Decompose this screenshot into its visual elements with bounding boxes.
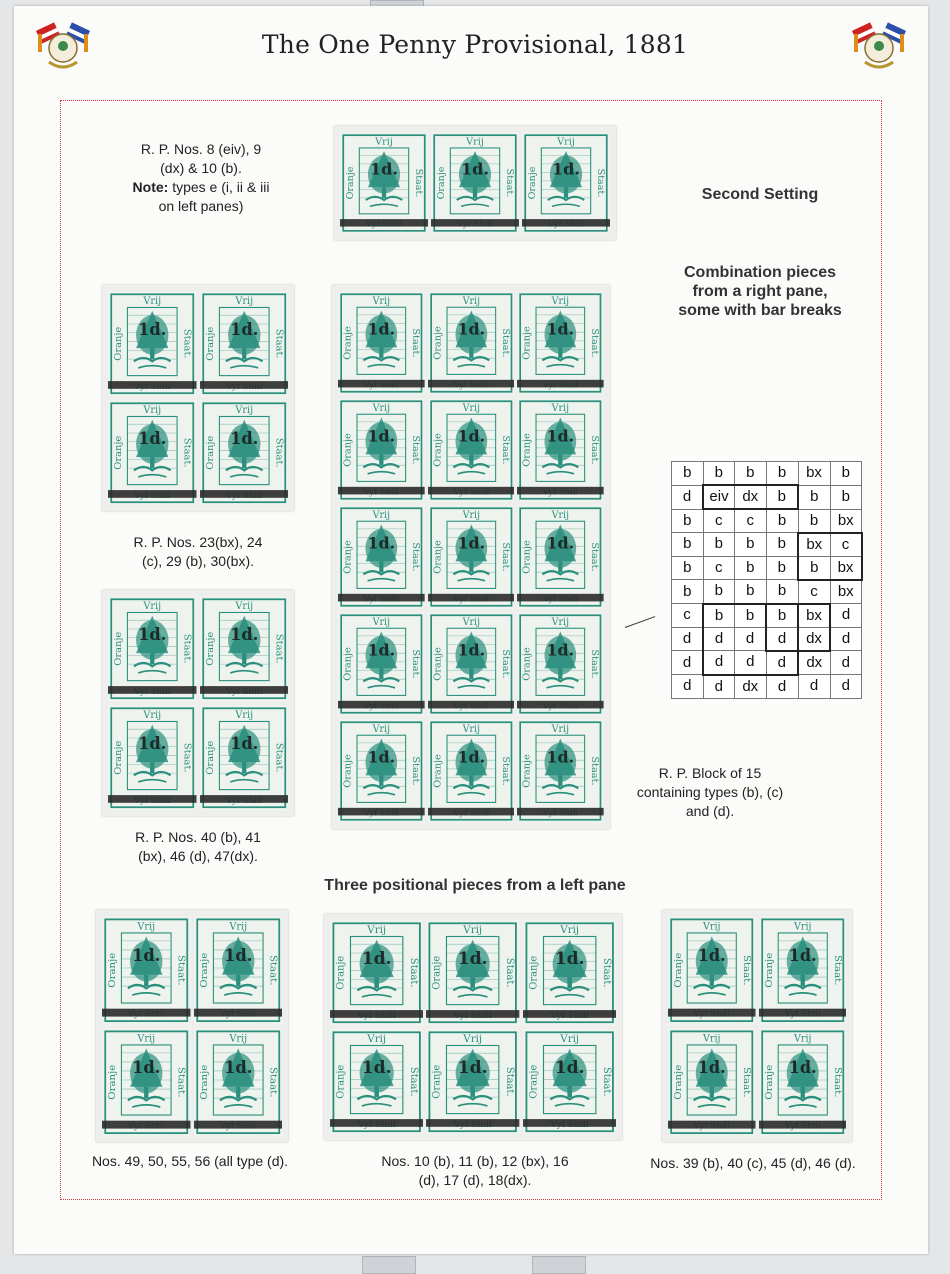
stamp-right-text: Staat. xyxy=(740,955,752,986)
type-grid-cell: b xyxy=(672,533,704,557)
type-grid-cell: b xyxy=(672,462,704,486)
stamp-top-text: Vrij xyxy=(367,925,387,937)
type-grid-row xyxy=(672,533,862,557)
type-grid-cell: d xyxy=(830,675,862,699)
stamp-surcharge-text: 1d. xyxy=(367,426,396,446)
stamp-one-penny xyxy=(759,1028,847,1137)
stamp-one-penny xyxy=(428,398,515,502)
stamp-top-text: Vrij xyxy=(462,402,480,415)
type-grid-cell: b xyxy=(735,533,767,557)
stamp-top-text: Vrij xyxy=(462,295,480,308)
stamp-one-penny xyxy=(428,612,515,716)
stamp-top-text: Vrij xyxy=(372,295,391,308)
stamp-left-text: Oranje xyxy=(432,326,444,360)
type-grid-row xyxy=(672,462,862,486)
type-grid-row xyxy=(672,627,862,651)
stamp-one-penny xyxy=(668,916,756,1025)
stamp-one-penny xyxy=(108,705,197,811)
stamp-surcharge-text: 1d. xyxy=(132,944,161,966)
stamp-left-text: Oranje xyxy=(432,433,444,467)
stamp-top-text: Vrij xyxy=(462,616,480,629)
stamp-surcharge-text: 1d. xyxy=(229,319,258,339)
stamp-left-text: Oranje xyxy=(522,326,533,360)
stamp-right-text: Staat. xyxy=(407,1066,419,1097)
type-grid-cell: b xyxy=(766,604,798,628)
caption-block-fifteen: R. P. Block of 15 containing types (b), (c) and (d). xyxy=(636,765,784,819)
stamp-surcharge-text: 1d. xyxy=(361,948,392,968)
stamp-top-text: Vrij xyxy=(137,1032,156,1045)
stamp-surcharge-text: 1d. xyxy=(223,1056,252,1077)
type-grid-cell: b xyxy=(766,462,798,486)
stamp-one-penny xyxy=(426,920,519,1026)
stamp-surcharge-text: 1d. xyxy=(223,944,252,966)
stamp-left-text: Oranje xyxy=(522,754,533,788)
stamp-top-text: Vrij xyxy=(228,921,247,933)
type-grid-cell: eiv xyxy=(703,485,735,509)
stamp-one-penny xyxy=(523,1029,616,1135)
stamp-top-text: Vrij xyxy=(137,921,156,933)
heading-second-setting: Second Setting xyxy=(701,186,819,203)
stamp-top-text: Vrij xyxy=(234,404,253,416)
stamp-left-text: Oranje xyxy=(198,952,210,988)
stamp-top-text: Vrij xyxy=(559,925,579,937)
stamp-left-text: Oranje xyxy=(107,952,118,988)
type-grid-cell: d xyxy=(735,651,767,675)
stamp-left-text: Oranje xyxy=(528,1064,540,1099)
stamp-one-penny xyxy=(338,505,425,609)
stamp-top-text: Vrij xyxy=(551,723,570,736)
stamp-left-text: Oranje xyxy=(432,754,444,788)
type-grid-cell: b xyxy=(735,462,767,486)
stamp-one-penny xyxy=(338,719,425,823)
stamp-surcharge-text: 1d. xyxy=(229,733,258,753)
stamp-left-text: Oranje xyxy=(763,1064,775,1100)
stamp-right-text: Staat. xyxy=(410,542,421,572)
stamp-left-text: Oranje xyxy=(528,955,540,990)
stamp-one-penny xyxy=(426,1029,519,1135)
type-grid-cell: d xyxy=(830,651,862,675)
stamp-one-penny xyxy=(517,719,604,823)
caption-bottom-left: Nos. 49, 50, 55, 56 (all type (d). xyxy=(91,1153,289,1169)
stamp-right-text: Staat. xyxy=(589,649,601,679)
stamp-surcharge-text: 1d. xyxy=(132,1056,161,1077)
stamp-surcharge-text: 1d. xyxy=(369,159,399,179)
type-grid-cell: b xyxy=(735,556,767,580)
stamp-surcharge-text: 1d. xyxy=(458,1056,488,1077)
type-grid-row xyxy=(672,509,862,533)
stamp-top-text: Vrij xyxy=(143,709,162,721)
stamp-surcharge-text: 1d. xyxy=(458,948,488,968)
type-grid-cell: c xyxy=(798,580,830,604)
stamp-right-text: Staat. xyxy=(181,328,193,359)
stamp-left-text: Oranje xyxy=(431,1064,444,1099)
stamp-one-penny xyxy=(338,612,425,716)
stamp-surcharge-text: 1d. xyxy=(457,533,485,553)
type-grid-row xyxy=(672,604,862,628)
type-grid-row xyxy=(672,651,862,675)
stamp-surcharge-text: 1d. xyxy=(554,1056,585,1077)
stamp-surcharge-text: 1d. xyxy=(457,747,485,767)
type-grid-cell: b xyxy=(798,556,830,580)
stamp-surcharge-text: 1d. xyxy=(697,945,726,966)
caption-block-four-lower: R. P. Nos. 40 (b), 41 (bx), 46 (d), 47(dx). xyxy=(135,829,261,864)
stamp-surcharge-text: 1d. xyxy=(788,1057,817,1077)
type-grid-cell: b xyxy=(798,485,830,509)
stamp-right-text: Staat. xyxy=(600,957,612,988)
type-grid-cell: d xyxy=(672,627,704,651)
stamp-right-text: Staat. xyxy=(273,742,285,773)
stamp-left-text: Oranje xyxy=(335,955,347,990)
type-grid-cell: b xyxy=(766,580,798,604)
stamp-right-text: Staat. xyxy=(410,435,421,465)
type-grid-cell: d xyxy=(703,651,735,675)
stamp-left-text: Oranje xyxy=(342,647,354,681)
stamp-surcharge-text: 1d. xyxy=(367,747,396,767)
type-grid-cell: bx xyxy=(798,533,830,557)
type-grid-cell: c xyxy=(672,604,704,628)
stamp-top-text: Vrij xyxy=(143,296,162,308)
type-grid-cell: d xyxy=(830,604,862,628)
stamp-one-penny xyxy=(200,705,289,811)
stamp-left-text: Oranje xyxy=(342,540,354,574)
type-grid-cell: b xyxy=(672,509,704,533)
stamp-one-penny xyxy=(428,719,515,823)
type-grid-cell: b xyxy=(703,462,735,486)
stamp-surcharge-text: 1d. xyxy=(788,945,817,966)
stamp-surcharge-text: 1d. xyxy=(367,319,396,339)
stamp-right-text: Staat. xyxy=(595,168,607,198)
stamp-right-text: Staat. xyxy=(499,649,511,679)
stamp-one-penny xyxy=(108,400,197,506)
flag-crest-icon-right xyxy=(850,18,908,78)
type-grid-cell: dx xyxy=(735,675,767,699)
stamp-top-text: Vrij xyxy=(462,509,480,522)
stamp-surcharge-text: 1d. xyxy=(138,428,167,448)
stamp-left-text: Oranje xyxy=(342,754,354,788)
type-grid-cell: b xyxy=(766,533,798,557)
stamp-right-text: Staat. xyxy=(273,437,285,468)
stamp-surcharge-text: 1d. xyxy=(229,624,258,644)
stamp-one-penny xyxy=(330,1029,423,1135)
block-of-four-bottom-left xyxy=(96,910,288,1142)
stamp-left-text: Oranje xyxy=(344,166,356,200)
stamp-right-text: Staat. xyxy=(273,328,285,359)
stamp-one-penny xyxy=(338,398,425,502)
stamp-left-text: Oranje xyxy=(204,435,216,470)
stamp-top-text: Vrij xyxy=(463,925,483,937)
type-grid-cell: d xyxy=(735,627,767,651)
type-grid-cell: b xyxy=(766,556,798,580)
stamp-top-text: Vrij xyxy=(234,296,253,308)
stamp-one-penny xyxy=(200,291,289,397)
type-grid-cell: d xyxy=(798,675,830,699)
stamp-one-penny xyxy=(108,596,197,702)
type-grid-cell: bx xyxy=(798,604,830,628)
type-grid-row xyxy=(672,556,862,580)
stamp-right-text: Staat. xyxy=(589,756,601,786)
stamp-right-text: Staat. xyxy=(499,756,511,786)
stamp-right-text: Staat. xyxy=(589,435,601,465)
setting-type-grid xyxy=(671,461,863,699)
stamp-right-text: Staat. xyxy=(267,955,278,986)
stamp-top-text: Vrij xyxy=(372,723,391,736)
type-grid-cell: b xyxy=(672,556,704,580)
stamp-left-text: Oranje xyxy=(431,955,444,990)
type-grid-cell: b xyxy=(830,462,862,486)
type-grid-cell: bx xyxy=(830,556,862,580)
stamp-left-text: Oranje xyxy=(113,326,124,361)
stamp-left-text: Oranje xyxy=(673,1064,684,1100)
stamp-left-text: Oranje xyxy=(526,166,538,200)
stamp-top-text: Vrij xyxy=(375,136,393,148)
type-grid-cell: d xyxy=(830,627,862,651)
stamp-one-penny xyxy=(522,132,610,234)
stamp-right-text: Staat. xyxy=(175,955,187,986)
stamp-one-penny xyxy=(200,596,289,702)
stamp-surcharge-text: 1d. xyxy=(546,319,575,339)
stamp-top-text: Vrij xyxy=(143,404,162,416)
caption-bottom-right: Nos. 39 (b), 40 (c), 45 (d), 46 (d). xyxy=(650,1155,856,1171)
stamp-one-penny xyxy=(340,132,428,234)
stamp-left-text: Oranje xyxy=(432,647,444,681)
stamp-surcharge-text: 1d. xyxy=(554,948,585,968)
block-of-fifteen xyxy=(332,285,610,829)
stamp-right-text: Staat. xyxy=(589,542,601,572)
type-grid-row xyxy=(672,675,862,699)
stamp-one-penny xyxy=(330,920,423,1026)
stamp-one-penny xyxy=(102,916,191,1025)
stamp-surcharge-text: 1d. xyxy=(367,640,396,660)
stamp-right-text: Staat. xyxy=(410,328,421,358)
type-grid-cell: b xyxy=(703,604,735,628)
stamp-top-text: Vrij xyxy=(228,1032,247,1045)
stamp-left-text: Oranje xyxy=(522,540,533,574)
stamp-one-penny xyxy=(108,291,197,397)
stamp-one-penny xyxy=(200,400,289,506)
stamp-surcharge-text: 1d. xyxy=(546,747,575,767)
type-grid-cell: bx xyxy=(798,462,830,486)
type-grid-cell: c xyxy=(703,556,735,580)
block-of-four-upper xyxy=(102,285,294,511)
stamp-surcharge-text: 1d. xyxy=(551,159,581,179)
caption-bottom-middle: Nos. 10 (b), 11 (b), 12 (bx), 16 (d), 17 (d), 18(dx). xyxy=(381,1153,569,1188)
stamp-one-penny xyxy=(517,398,604,502)
stamp-top-text: Vrij xyxy=(551,295,570,308)
stamp-right-text: Staat. xyxy=(267,1066,278,1097)
stamp-top-text: Vrij xyxy=(372,402,391,415)
block-of-four-lower xyxy=(102,590,294,816)
stamp-one-penny xyxy=(431,132,519,234)
stamp-surcharge-text: 1d. xyxy=(457,319,485,339)
caption-top-left: R. P. Nos. 8 (eiv), 9 (dx) & 10 (b). Note: types e (i, ii & iii on left panes) xyxy=(132,141,270,214)
stamp-one-penny xyxy=(517,612,604,716)
stamp-top-text: Vrij xyxy=(551,616,570,629)
stamp-left-text: Oranje xyxy=(763,952,775,988)
stamp-left-text: Oranje xyxy=(113,435,124,470)
stamp-right-text: Staat. xyxy=(181,633,193,664)
type-grid-cell: b xyxy=(735,604,767,628)
stamp-right-text: Staat. xyxy=(831,1066,843,1097)
stamp-one-penny xyxy=(523,920,616,1026)
type-grid-cell: dx xyxy=(735,485,767,509)
stamp-surcharge-text: 1d. xyxy=(457,640,485,660)
stamp-left-text: Oranje xyxy=(107,1064,118,1100)
type-grid-cell: bx xyxy=(830,509,862,533)
stamp-surcharge-text: 1d. xyxy=(546,533,575,553)
caption-block-four-upper: R. P. Nos. 23(bx), 24 (c), 29 (b), 30(bx). xyxy=(133,534,263,569)
stamp-right-text: Staat. xyxy=(831,955,843,986)
stamp-one-penny xyxy=(517,291,604,395)
stamp-surcharge-text: 1d. xyxy=(367,533,396,553)
stamp-left-text: Oranje xyxy=(522,647,533,681)
type-grid-cell: d xyxy=(703,627,735,651)
stamp-top-text: Vrij xyxy=(702,921,721,933)
block-of-four-bottom-right xyxy=(662,910,852,1142)
stamp-top-text: Vrij xyxy=(559,1033,579,1045)
stamp-left-text: Oranje xyxy=(342,433,354,467)
stamp-left-text: Oranje xyxy=(432,540,444,574)
stamp-one-penny xyxy=(428,505,515,609)
type-grid-cell: b xyxy=(703,580,735,604)
stamp-top-text: Vrij xyxy=(234,601,253,613)
stamp-one-penny xyxy=(194,916,283,1025)
stamp-left-text: Oranje xyxy=(673,952,684,988)
stamp-right-text: Staat. xyxy=(175,1066,187,1097)
stamp-right-text: Staat. xyxy=(740,1066,752,1097)
stamp-one-penny xyxy=(102,1028,191,1137)
stamp-surcharge-text: 1d. xyxy=(546,640,575,660)
stamp-right-text: Staat. xyxy=(410,756,421,786)
stamp-right-text: Staat. xyxy=(589,328,601,358)
stamp-top-text: Vrij xyxy=(463,1033,483,1045)
stamp-top-text: Vrij xyxy=(372,509,391,522)
type-grid-cell: dx xyxy=(798,627,830,651)
stamp-left-text: Oranje xyxy=(435,166,447,200)
flag-crest-icon-left xyxy=(34,18,92,78)
stamp-top-text: Vrij xyxy=(372,616,391,629)
type-grid-cell: b xyxy=(766,485,798,509)
type-grid-cell: b xyxy=(703,533,735,557)
type-grid-cell: c xyxy=(703,509,735,533)
type-grid-cell: bx xyxy=(830,580,862,604)
stamp-right-text: Staat. xyxy=(499,435,511,465)
type-grid-cell: b xyxy=(830,485,862,509)
stamp-right-text: Staat. xyxy=(413,168,425,198)
stamp-left-text: Oranje xyxy=(204,740,216,775)
heading-positional-pieces: Three positional pieces from a left pane xyxy=(324,877,626,894)
stamp-one-penny xyxy=(338,291,425,395)
bottom-binder-tab-right xyxy=(532,1256,586,1274)
type-grid-cell: c xyxy=(830,533,862,557)
stamp-left-text: Oranje xyxy=(522,433,533,467)
stamp-right-text: Staat. xyxy=(181,742,193,773)
stamp-left-text: Oranje xyxy=(113,740,124,775)
stamp-one-penny xyxy=(517,505,604,609)
stamp-surcharge-text: 1d. xyxy=(457,426,485,446)
stamp-top-text: Vrij xyxy=(462,723,480,736)
stamp-surcharge-text: 1d. xyxy=(361,1056,392,1077)
type-grid-cell: d xyxy=(672,485,704,509)
stamp-top-text: Vrij xyxy=(702,1032,721,1045)
stamp-one-penny xyxy=(428,291,515,395)
type-grid-cell: d xyxy=(766,651,798,675)
stamp-right-text: Staat. xyxy=(504,1066,516,1097)
stamp-surcharge-text: 1d. xyxy=(138,733,167,753)
stamp-right-text: Staat. xyxy=(181,437,193,468)
type-grid-cell: b xyxy=(735,580,767,604)
type-grid-row xyxy=(672,485,862,509)
stamp-right-text: Staat. xyxy=(499,542,511,572)
type-grid-cell: d xyxy=(672,675,704,699)
type-grid-cell: d xyxy=(703,675,735,699)
page-title: The One Penny Provisional, 1881 xyxy=(261,30,689,59)
stamp-left-text: Oranje xyxy=(204,326,216,361)
type-grid-cell: b xyxy=(766,509,798,533)
type-grid-cell: d xyxy=(672,651,704,675)
type-grid-cell: c xyxy=(735,509,767,533)
stamp-left-text: Oranje xyxy=(198,1064,210,1100)
stamp-one-penny xyxy=(668,1028,756,1137)
stamp-surcharge-text: 1d. xyxy=(546,426,575,446)
bottom-binder-tab-left xyxy=(362,1256,416,1274)
stamp-right-text: Staat. xyxy=(504,957,516,988)
heading-combination-pieces: Combination pieces from a right pane, some with bar breaks xyxy=(678,264,842,319)
stamp-top-text: Vrij xyxy=(143,601,162,613)
stamp-right-text: Staat. xyxy=(407,957,419,988)
stamp-right-text: Staat. xyxy=(600,1066,612,1097)
stamp-top-text: Vrij xyxy=(551,509,570,522)
stamp-left-text: Oranje xyxy=(335,1064,347,1099)
stamp-surcharge-text: 1d. xyxy=(697,1057,726,1077)
block-of-six-bottom-middle xyxy=(324,914,622,1140)
stamp-top-text: Vrij xyxy=(793,921,812,933)
type-grid-cell: b xyxy=(798,509,830,533)
stamp-left-text: Oranje xyxy=(342,326,354,360)
stamp-right-text: Staat. xyxy=(410,649,421,679)
stamp-top-text: Vrij xyxy=(234,709,253,721)
stamp-right-text: Staat. xyxy=(499,328,511,358)
stamp-left-text: Oranje xyxy=(113,631,124,666)
type-grid-cell: dx xyxy=(798,651,830,675)
stamp-surcharge-text: 1d. xyxy=(138,624,167,644)
type-grid-cell: d xyxy=(766,627,798,651)
stamp-top-text: Vrij xyxy=(557,136,575,148)
stamp-surcharge-text: 1d. xyxy=(460,159,490,179)
type-grid-cell: d xyxy=(766,675,798,699)
stamp-left-text: Oranje xyxy=(204,631,216,666)
stamp-one-penny xyxy=(194,1028,283,1137)
stamp-right-text: Staat. xyxy=(273,633,285,664)
strip-of-three-top xyxy=(334,126,616,240)
stamp-top-text: Vrij xyxy=(466,136,484,148)
stamp-surcharge-text: 1d. xyxy=(138,319,167,339)
type-grid-row xyxy=(672,580,862,604)
stamp-right-text: Staat. xyxy=(504,168,516,198)
stamp-top-text: Vrij xyxy=(793,1032,812,1045)
stamp-one-penny xyxy=(759,916,847,1025)
stamp-top-text: Vrij xyxy=(367,1033,387,1045)
stamp-surcharge-text: 1d. xyxy=(229,428,258,448)
type-grid-cell: b xyxy=(672,580,704,604)
stamp-top-text: Vrij xyxy=(551,402,570,415)
